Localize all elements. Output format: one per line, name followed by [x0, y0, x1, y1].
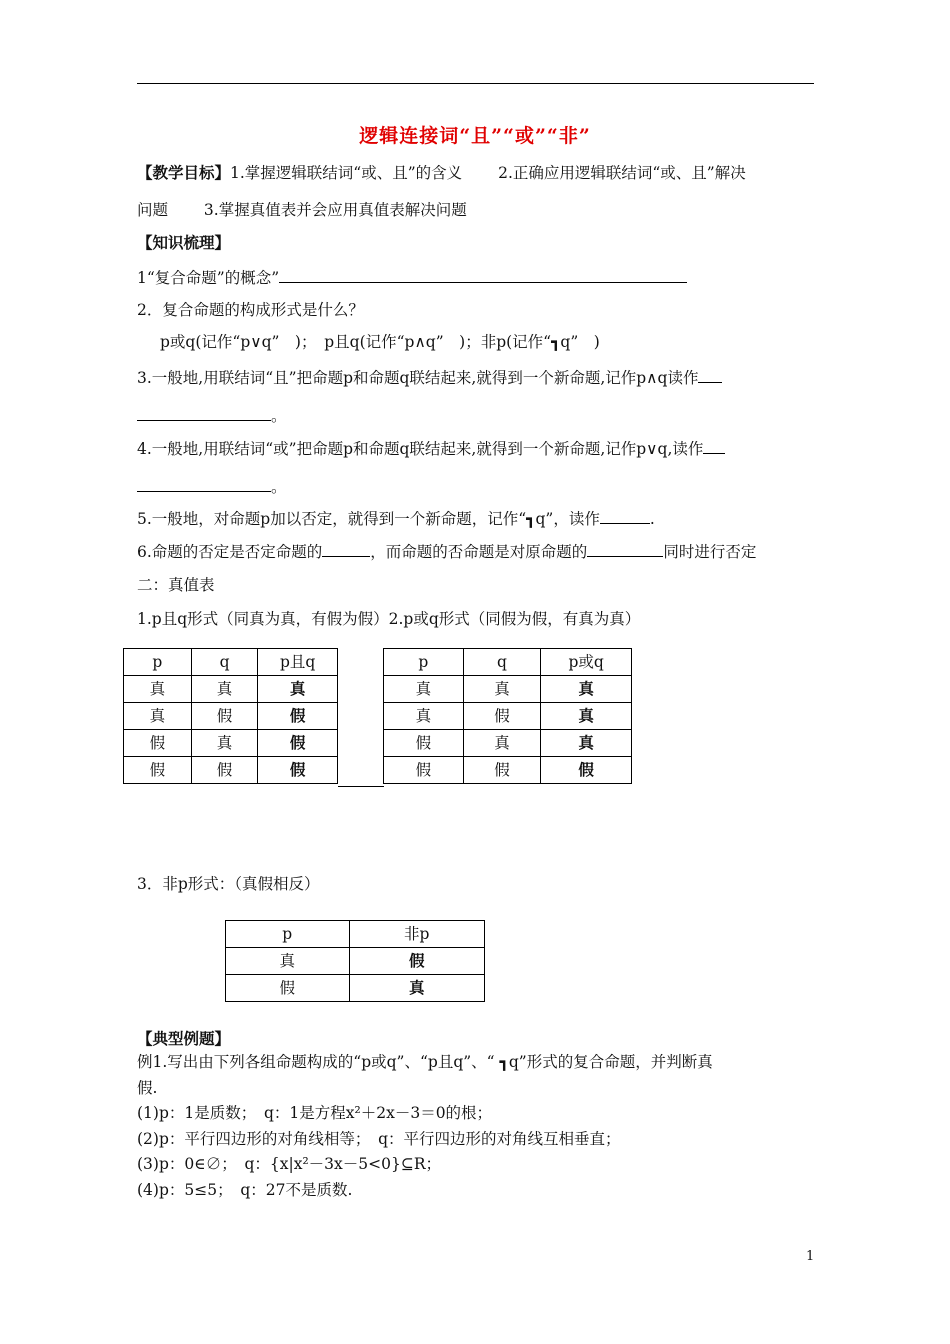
answer-blank-4a[interactable] [703, 437, 725, 454]
page-number: 1 [806, 1249, 815, 1264]
truth-table-form-3: 3．非p形式：（真假相反） [137, 875, 320, 893]
question-3-line-2 [137, 404, 287, 427]
question-5 [137, 507, 655, 530]
result-cell: 假 [541, 757, 632, 784]
example-item-1: (1)p：1是质数； q：1是方程x²＋2x－3＝0的根； [137, 1104, 493, 1122]
table-row [226, 975, 485, 1002]
table-cell: 真 [463, 676, 541, 703]
answer-blank-6b[interactable] [587, 540, 663, 557]
answer-blank-3b[interactable] [137, 404, 271, 421]
table-row [124, 703, 338, 730]
example-item-4: (4)p：5≤5； q：27不是质数. [137, 1181, 353, 1199]
question-3-line-1 [137, 366, 722, 389]
table-row [384, 703, 632, 730]
table-header-row [226, 921, 485, 948]
table-cell: 真 [226, 948, 350, 975]
table-row [124, 676, 338, 703]
table-row [226, 948, 485, 975]
question-6 [137, 540, 756, 563]
result-cell: 真 [541, 703, 632, 730]
table-cell: 假 [191, 757, 258, 784]
result-cell: 真 [541, 676, 632, 703]
table-cell: 真 [384, 676, 464, 703]
question-3-text: 3.一般地,用联结词“且”把命题p和命题q联结起来,就得到一个新命题,记作p∧q读作 [137, 369, 699, 387]
header-cell: p [384, 649, 464, 676]
table-cell: 假 [463, 757, 541, 784]
example-item-3: (3)p：0∈∅； q：{x|x²－3x－5<0}⊆R； [137, 1155, 441, 1173]
header-cell: q [463, 649, 541, 676]
question-1-text: 1“复合命题”的概念” [137, 269, 280, 287]
question-4-line-2 [137, 475, 287, 498]
objectives-line-1 [137, 162, 746, 184]
question-4-line-1 [137, 437, 725, 460]
example-1-line-1: 例1.写出由下列各组命题构成的“p或q”、“p且q”、“ ┓q”形式的复合命题，并判断真 [137, 1053, 713, 1071]
table-cell: 真 [191, 676, 258, 703]
table-cell: 假 [463, 703, 541, 730]
objectives-line-2: 问题 3.掌握真值表并会应用真值表解决问题 [137, 201, 467, 219]
header-cell: p或q [541, 649, 632, 676]
page-title: 逻辑连接词“且”“或”“非” [359, 125, 591, 147]
truth-table-and [123, 648, 338, 784]
question-6-text-b: ，而命题的否命题是对原命题的 [370, 543, 588, 561]
table-row [384, 757, 632, 784]
table-row [124, 730, 338, 757]
header-cell: p [226, 921, 350, 948]
table-cell: 真 [124, 676, 192, 703]
result-cell: 假 [258, 730, 338, 757]
example-1-line-2: 假. [137, 1079, 158, 1097]
table-row [384, 730, 632, 757]
example-item-2: (2)p：平行四边形的对角线相等； q：平行四边形的对角线互相垂直； [137, 1130, 621, 1148]
table-cell: 假 [226, 975, 350, 1002]
header-cell: 非p [349, 921, 484, 948]
table-cell: 假 [384, 757, 464, 784]
examples-heading: 【典型例题】 [137, 1029, 231, 1048]
objectives-text: 1.掌握逻辑联结词“或、且”的含义 2.正确应用逻辑联结词“或、且”解决 [230, 164, 746, 182]
result-cell: 假 [258, 703, 338, 730]
result-cell: 假 [258, 757, 338, 784]
table-header-row [124, 649, 338, 676]
header-cell: q [191, 649, 258, 676]
answer-blank-3a[interactable] [698, 366, 722, 383]
table-cell: 假 [124, 730, 192, 757]
answer-blank-6a[interactable] [322, 540, 370, 557]
question-6-text-a: 6.命题的否定是否定命题的 [137, 543, 323, 561]
question-2: 2．复合命题的构成形式是什么？ [137, 301, 364, 319]
result-cell: 真 [349, 975, 484, 1002]
question-3-tail: 。 [271, 407, 287, 425]
table-cell: 假 [124, 757, 192, 784]
header-cell: p [124, 649, 192, 676]
header-cell: p且q [258, 649, 338, 676]
header-rule [137, 83, 814, 84]
question-4-tail: 。 [271, 478, 287, 496]
table-row [124, 757, 338, 784]
table-cell: 真 [191, 730, 258, 757]
answer-blank-4b[interactable] [137, 475, 271, 492]
question-1 [137, 266, 687, 289]
truth-table-not [225, 920, 485, 1002]
question-2-forms: p或q(记作“p∨q” )； p且q(记作“p∧q” )；非p(记作“┓q” ) [160, 333, 600, 351]
answer-blank-5[interactable] [600, 507, 650, 524]
table-cell: 真 [124, 703, 192, 730]
answer-blank-1[interactable] [279, 266, 687, 283]
table-cell: 假 [191, 703, 258, 730]
table-cell: 真 [463, 730, 541, 757]
knowledge-heading: 【知识梳理】 [137, 233, 231, 252]
result-cell: 真 [541, 730, 632, 757]
table-row [384, 676, 632, 703]
truth-table-forms-1-2: 1.p且q形式（同真为真，有假为假）2.p或q形式（同假为假，有真为真） [137, 610, 641, 628]
question-5-text: 5.一般地，对命题p加以否定，就得到一个新命题，记作“┓q”，读作 [137, 510, 600, 528]
table-cell: 假 [384, 730, 464, 757]
result-cell: 真 [258, 676, 338, 703]
question-6-text-c: 同时进行否定 [663, 543, 757, 561]
objectives-label: 【教学目标】 [137, 163, 231, 182]
table-cell: 真 [384, 703, 464, 730]
truth-table-or [383, 648, 632, 784]
result-cell: 假 [349, 948, 484, 975]
question-5-tail: . [649, 510, 655, 528]
table-header-row [384, 649, 632, 676]
section-2-heading: 二：真值表 [137, 576, 215, 594]
question-4-text: 4.一般地,用联结词“或”把命题p和命题q联结起来,就得到一个新命题,记作p∨q,读作 [137, 440, 704, 458]
table-bottom-connector [338, 786, 384, 787]
